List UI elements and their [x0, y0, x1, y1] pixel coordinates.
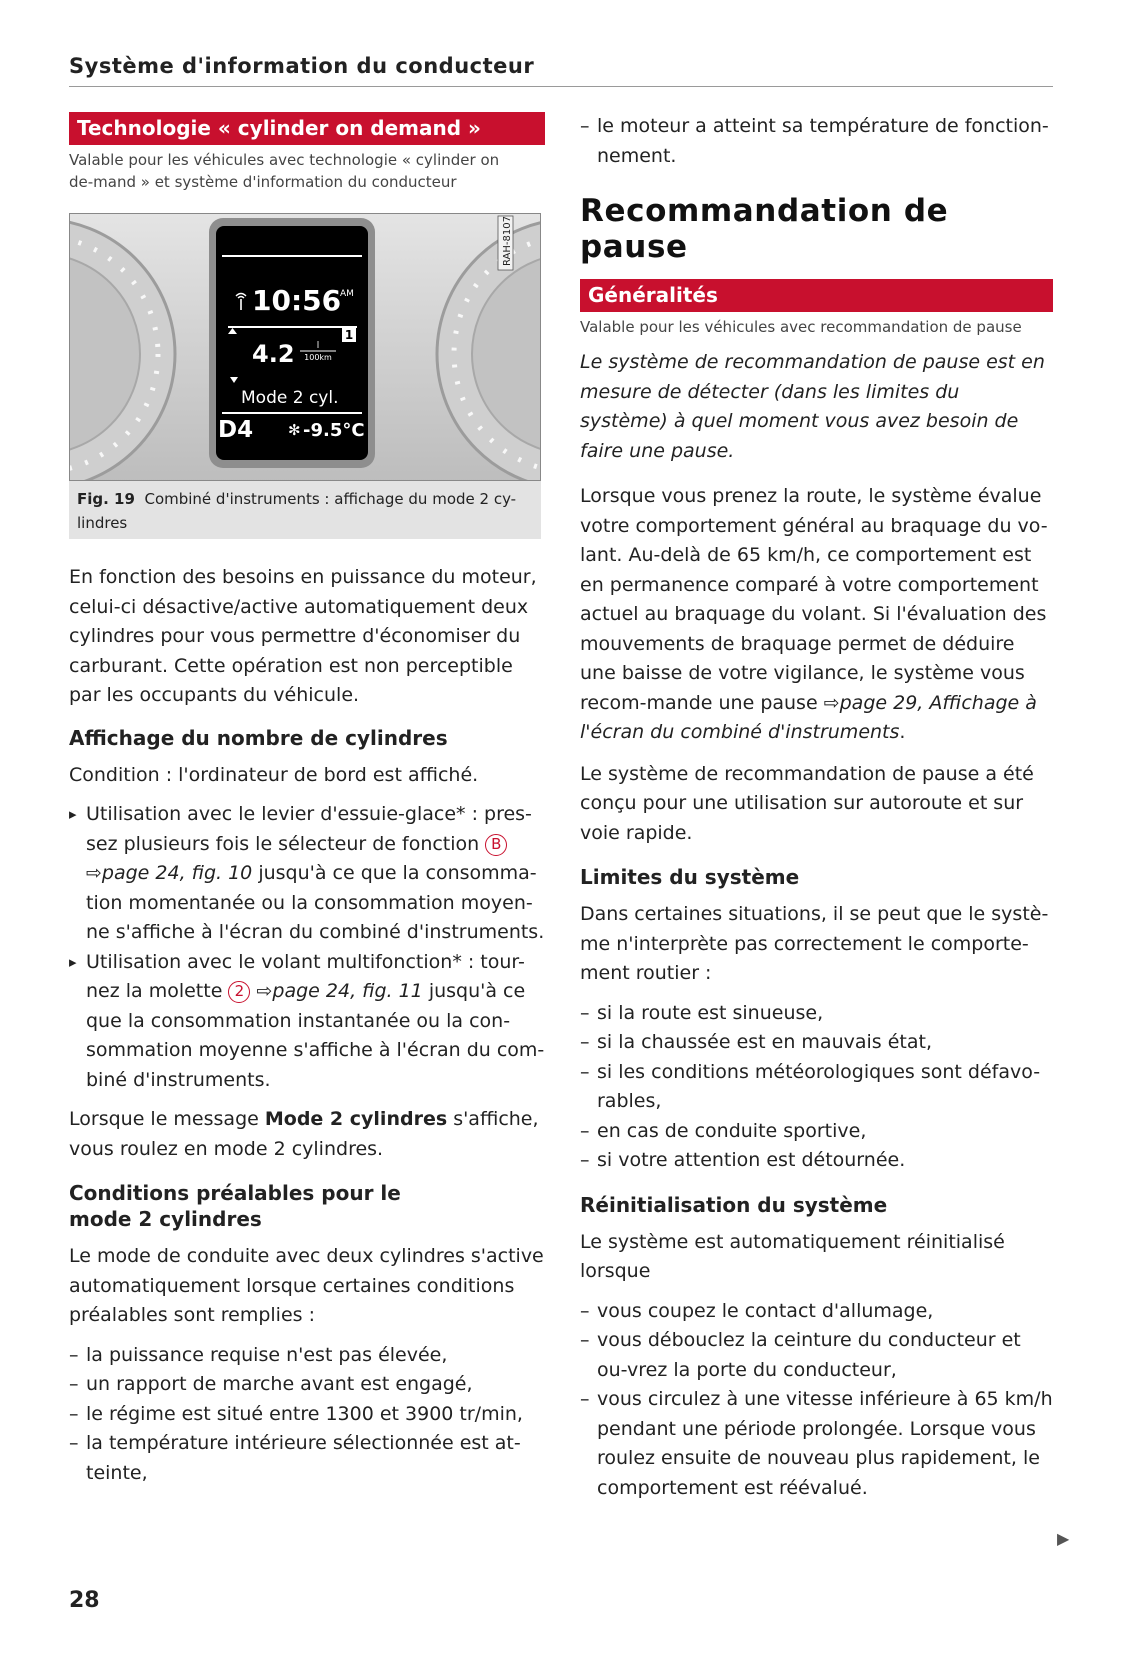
cluster-illustration [70, 214, 541, 481]
instruction-list [69, 800, 545, 1095]
list-item: – vous circulez à une vitesse inférieure à 65 km/h pendant une période prolongée. Lorsque vous roulez ensuite de nouveau plus rapidement, le comportement est réévalué. [580, 1385, 1053, 1503]
display-badge: 1 [344, 328, 354, 342]
condition-text: Condition : l'ordinateur de bord est affiché. [69, 763, 479, 786]
list-item: – la puissance requise n'est pas élevée, [69, 1341, 545, 1371]
conditions-list [69, 1341, 545, 1489]
page-reference-link[interactable]: ⇨page 29, Affichage à l'écran du combiné d'instruments [580, 691, 1037, 743]
instruction-text: jusqu'à ce que la consommation instantanée ou la con-sommation moyenne s'affiche à l'écran du com-biné d'instruments. [86, 980, 545, 1091]
list-item: – en cas de conduite sportive, [580, 1117, 1053, 1147]
display-unit-top: l [316, 341, 320, 351]
callout-2: 2 [228, 981, 250, 1003]
page-reference-link[interactable]: ⇨page 24, fig. 10 [86, 862, 253, 884]
instrument-cluster-figure [69, 213, 541, 481]
instruction-item [69, 800, 545, 948]
reset-intro: Le système est automatiquement réinitialisé lorsque [580, 1230, 1005, 1282]
snowflake-icon: ✻ [288, 421, 301, 439]
message-paragraph [69, 1105, 545, 1164]
lead-paragraph: Le système de recommandation de pause est en mesure de détecter (dans les limites du système) à quel moment vous avez besoin de faire une pause. [580, 351, 1045, 462]
display-time: 10:56 [252, 284, 342, 317]
message-text: Lorsque le message [69, 1108, 259, 1130]
page-number: 28 [69, 1588, 100, 1613]
list-item: – un rapport de marche avant est engagé, [69, 1370, 545, 1400]
reset-list [580, 1297, 1053, 1504]
heading-display: Affichage du nombre de cylindres [69, 725, 448, 750]
list-item: – si les conditions météorologiques sont défavo-rables, [580, 1058, 1053, 1117]
page-reference-link[interactable]: ⇨page 24, fig. 11 [256, 980, 423, 1002]
display-temperature: -9.5°C [303, 420, 365, 441]
display-unit-bottom: 100km [304, 353, 332, 362]
body-paragraph: Le système de recommandation de pause a été conçu pour une utilisation sur autoroute et sur voie rapide. [580, 762, 1034, 844]
instruction-text: jusqu'à ce que la consomma-tion momentanée ou la consommation moyen-ne s'affiche à l'écran du combiné d'instruments. [86, 862, 545, 943]
conditions-intro: Le mode de conduite avec deux cylindres s'active automatiquement lorsque certaines conditions préalables sont remplies : [69, 1245, 544, 1326]
display-gear: D4 [218, 417, 254, 443]
figure-caption-text: Combiné d'instruments : affichage du mode 2 cy-lindres [77, 490, 517, 532]
figure-code: RAH-8107 [502, 216, 513, 266]
chapter-title: Recommandation de pause [580, 193, 949, 265]
validity-note-pause: Valable pour les véhicules avec recommandation de pause [580, 318, 1022, 336]
message-text: s'affiche, vous roulez en mode 2 cylindres. [69, 1108, 539, 1160]
message-bold: Mode 2 cylindres [264, 1108, 448, 1130]
list-item: – le régime est situé entre 1300 et 3900 tr/min, [69, 1400, 545, 1430]
left-column [69, 112, 545, 1488]
continue-arrow-icon: ▶ [1057, 1529, 1070, 1548]
continued-list [580, 112, 1053, 171]
list-item: – si votre attention est détournée. [580, 1146, 1053, 1176]
heading-reset: Réinitialisation du système [580, 1192, 888, 1217]
right-column [580, 112, 1053, 1503]
display-ampm: AM [340, 289, 354, 299]
list-item: – la température intérieure sélectionnée est at-teinte, [69, 1429, 545, 1488]
validity-note-cod: Valable pour les véhicules avec technologie « cylinder on de-mand » et système d'information du conducteur [69, 151, 500, 191]
body-paragraph: Lorsque vous prenez la route, le système évalue votre comportement général au braquage du vo-lant. Au-delà de 65 km/h, ce comportement est en permanence comparé à votre comportement actuel au braquage du volant. Si l'évaluation des mouvements de braquage permet de déduire une baisse de votre vigilance, le système vous recom-mande une pause ⇨page 29, Affichage à l'écran du combiné d'instruments. [580, 485, 1048, 743]
instruction-text: Utilisation avec le volant multifonction* : tour-nez la molette [86, 950, 525, 1002]
limits-intro: Dans certaines situations, il se peut que le systè-me n'interprète pas correctement le comporte-ment routier : [580, 903, 1049, 984]
header-rule [69, 86, 1053, 87]
instruction-item [69, 948, 545, 1096]
instruction-text: Utilisation avec le levier d'essuie-glace* : pres-sez plusieurs fois le sélecteur de fonction [86, 803, 532, 855]
intro-paragraph: En fonction des besoins en puissance du moteur, celui-ci désactive/active automatiquement deux cylindres pour vous permettre d'économiser du carburant. Cette opération est non perceptible par les occupants du véhicule. [69, 566, 537, 706]
list-item: – si la route est sinueuse, [580, 999, 1053, 1029]
heading-limits: Limites du système [580, 865, 800, 889]
figure-label: Fig. 19 [77, 490, 135, 508]
running-header: Système d'information du conducteur [69, 54, 535, 78]
list-item: – vous débouclez la ceinture du conducteur et ou-vrez la porte du conducteur, [580, 1326, 1053, 1385]
body-text: Lorsque vous prenez la route, le système évalue votre comportement général au braquage du vo-lant. Au-delà de 65 km/h, ce comportement est en permanence comparé à votre comportement actuel au braquage du volant. Si l'évaluation des mouvements de braquage permet de déduire une baisse de votre vigilance, le système vous recom-mande une pause [580, 485, 1048, 714]
list-item: – vous coupez le contact d'allumage, [580, 1297, 1053, 1327]
list-item: – le moteur a atteint sa température de fonction-nement. [580, 112, 1053, 171]
list-item: – si la chaussée est en mauvais état, [580, 1028, 1053, 1058]
display-mode: Mode 2 cyl. [241, 388, 339, 408]
display-consumption: 4.2 [252, 340, 295, 368]
callout-b: B [485, 834, 507, 856]
figure-caption [69, 481, 541, 539]
section-title-cod: Technologie « cylinder on demand » [69, 112, 545, 145]
section-title-general: Généralités [580, 279, 1053, 312]
heading-conditions: Conditions préalables pour le mode 2 cylindres [69, 1181, 401, 1231]
limits-list [580, 999, 1053, 1176]
